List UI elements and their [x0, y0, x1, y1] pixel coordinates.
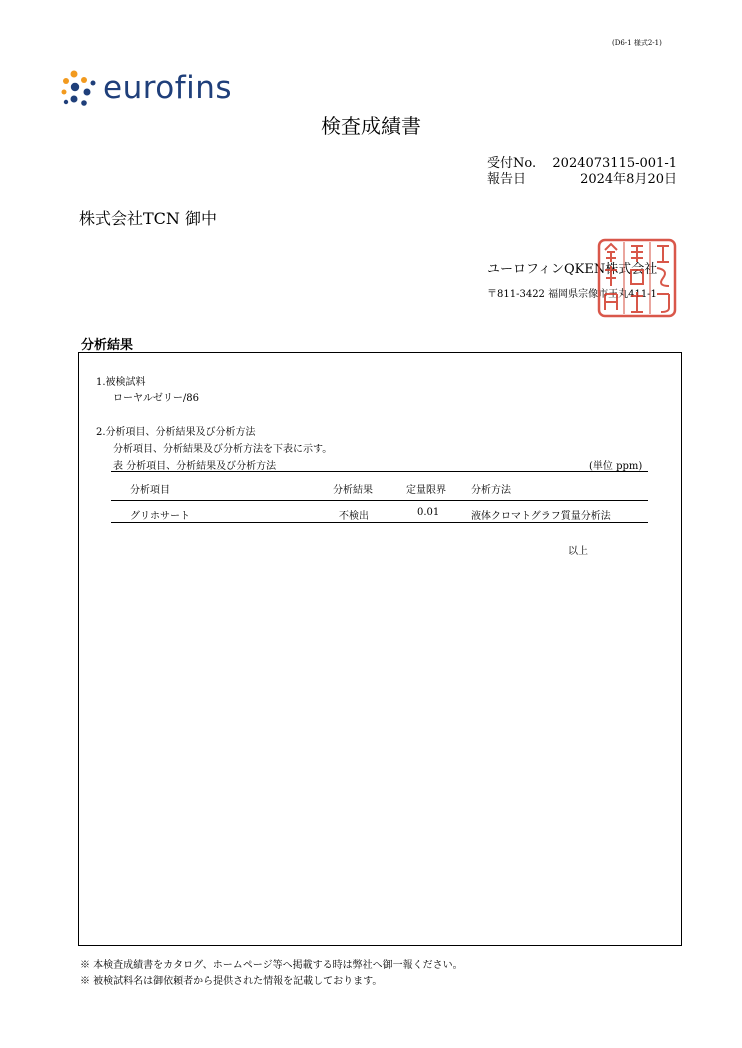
table-top-rule — [111, 471, 648, 472]
analysis-heading: 2.分析項目、分析結果及び分析方法 — [96, 427, 256, 438]
table-header-rule — [111, 500, 648, 501]
document-title: 検査成績書 — [321, 114, 421, 138]
sample-heading: 1.被検試料 — [96, 377, 146, 388]
issuer-company: ユーロフィンQKEN株式会社 — [487, 262, 658, 277]
table-cell-method: 液体クロマトグラフ質量分析法 — [471, 511, 611, 522]
form-code: (D6-1 様式2-1) — [612, 39, 662, 47]
table-cell-result: 不検出 — [339, 511, 369, 522]
table-unit: (単位 ppm) — [589, 461, 643, 472]
report-meta — [487, 156, 677, 188]
table-caption: 表 分析項目、分析結果及び分析方法 — [113, 461, 277, 472]
report-date-label: 報告日 — [487, 172, 527, 187]
company-seal-stamp — [597, 238, 677, 318]
table-cell-limit: 0.01 — [417, 507, 440, 518]
report-date: 2024年8月20日 — [580, 172, 677, 187]
footnote-1: ※ 本検査成績書をカタログ、ホームページ等へ掲載する時は弊社へ御一報ください。 — [80, 960, 463, 971]
recipient: 株式会社TCN 御中 — [79, 209, 218, 228]
issuer-address: 〒811-3422 福岡県宗像市王丸411-1 — [487, 289, 657, 300]
receipt-label: 受付No. — [487, 156, 537, 171]
receipt-number: 2024073115-001-1 — [552, 156, 677, 171]
section-title: 分析結果 — [81, 338, 134, 353]
end-mark: 以上 — [568, 546, 588, 557]
table-header-item: 分析項目 — [130, 485, 170, 496]
footnote-2: ※ 被検試料名は御依頼者から提供された情報を記載しております。 — [80, 976, 383, 987]
table-header-result: 分析結果 — [333, 485, 373, 496]
logo-text: eurofins — [103, 70, 233, 106]
table-header-method: 分析方法 — [471, 485, 511, 496]
table-bottom-rule — [111, 522, 648, 523]
table-header-limit: 定量限界 — [406, 485, 446, 496]
table-cell-item: グリホサート — [130, 511, 190, 522]
sample-name: ローヤルゼリー/86 — [113, 393, 199, 404]
analysis-description: 分析項目、分析結果及び分析方法を下表に示す。 — [113, 444, 333, 455]
